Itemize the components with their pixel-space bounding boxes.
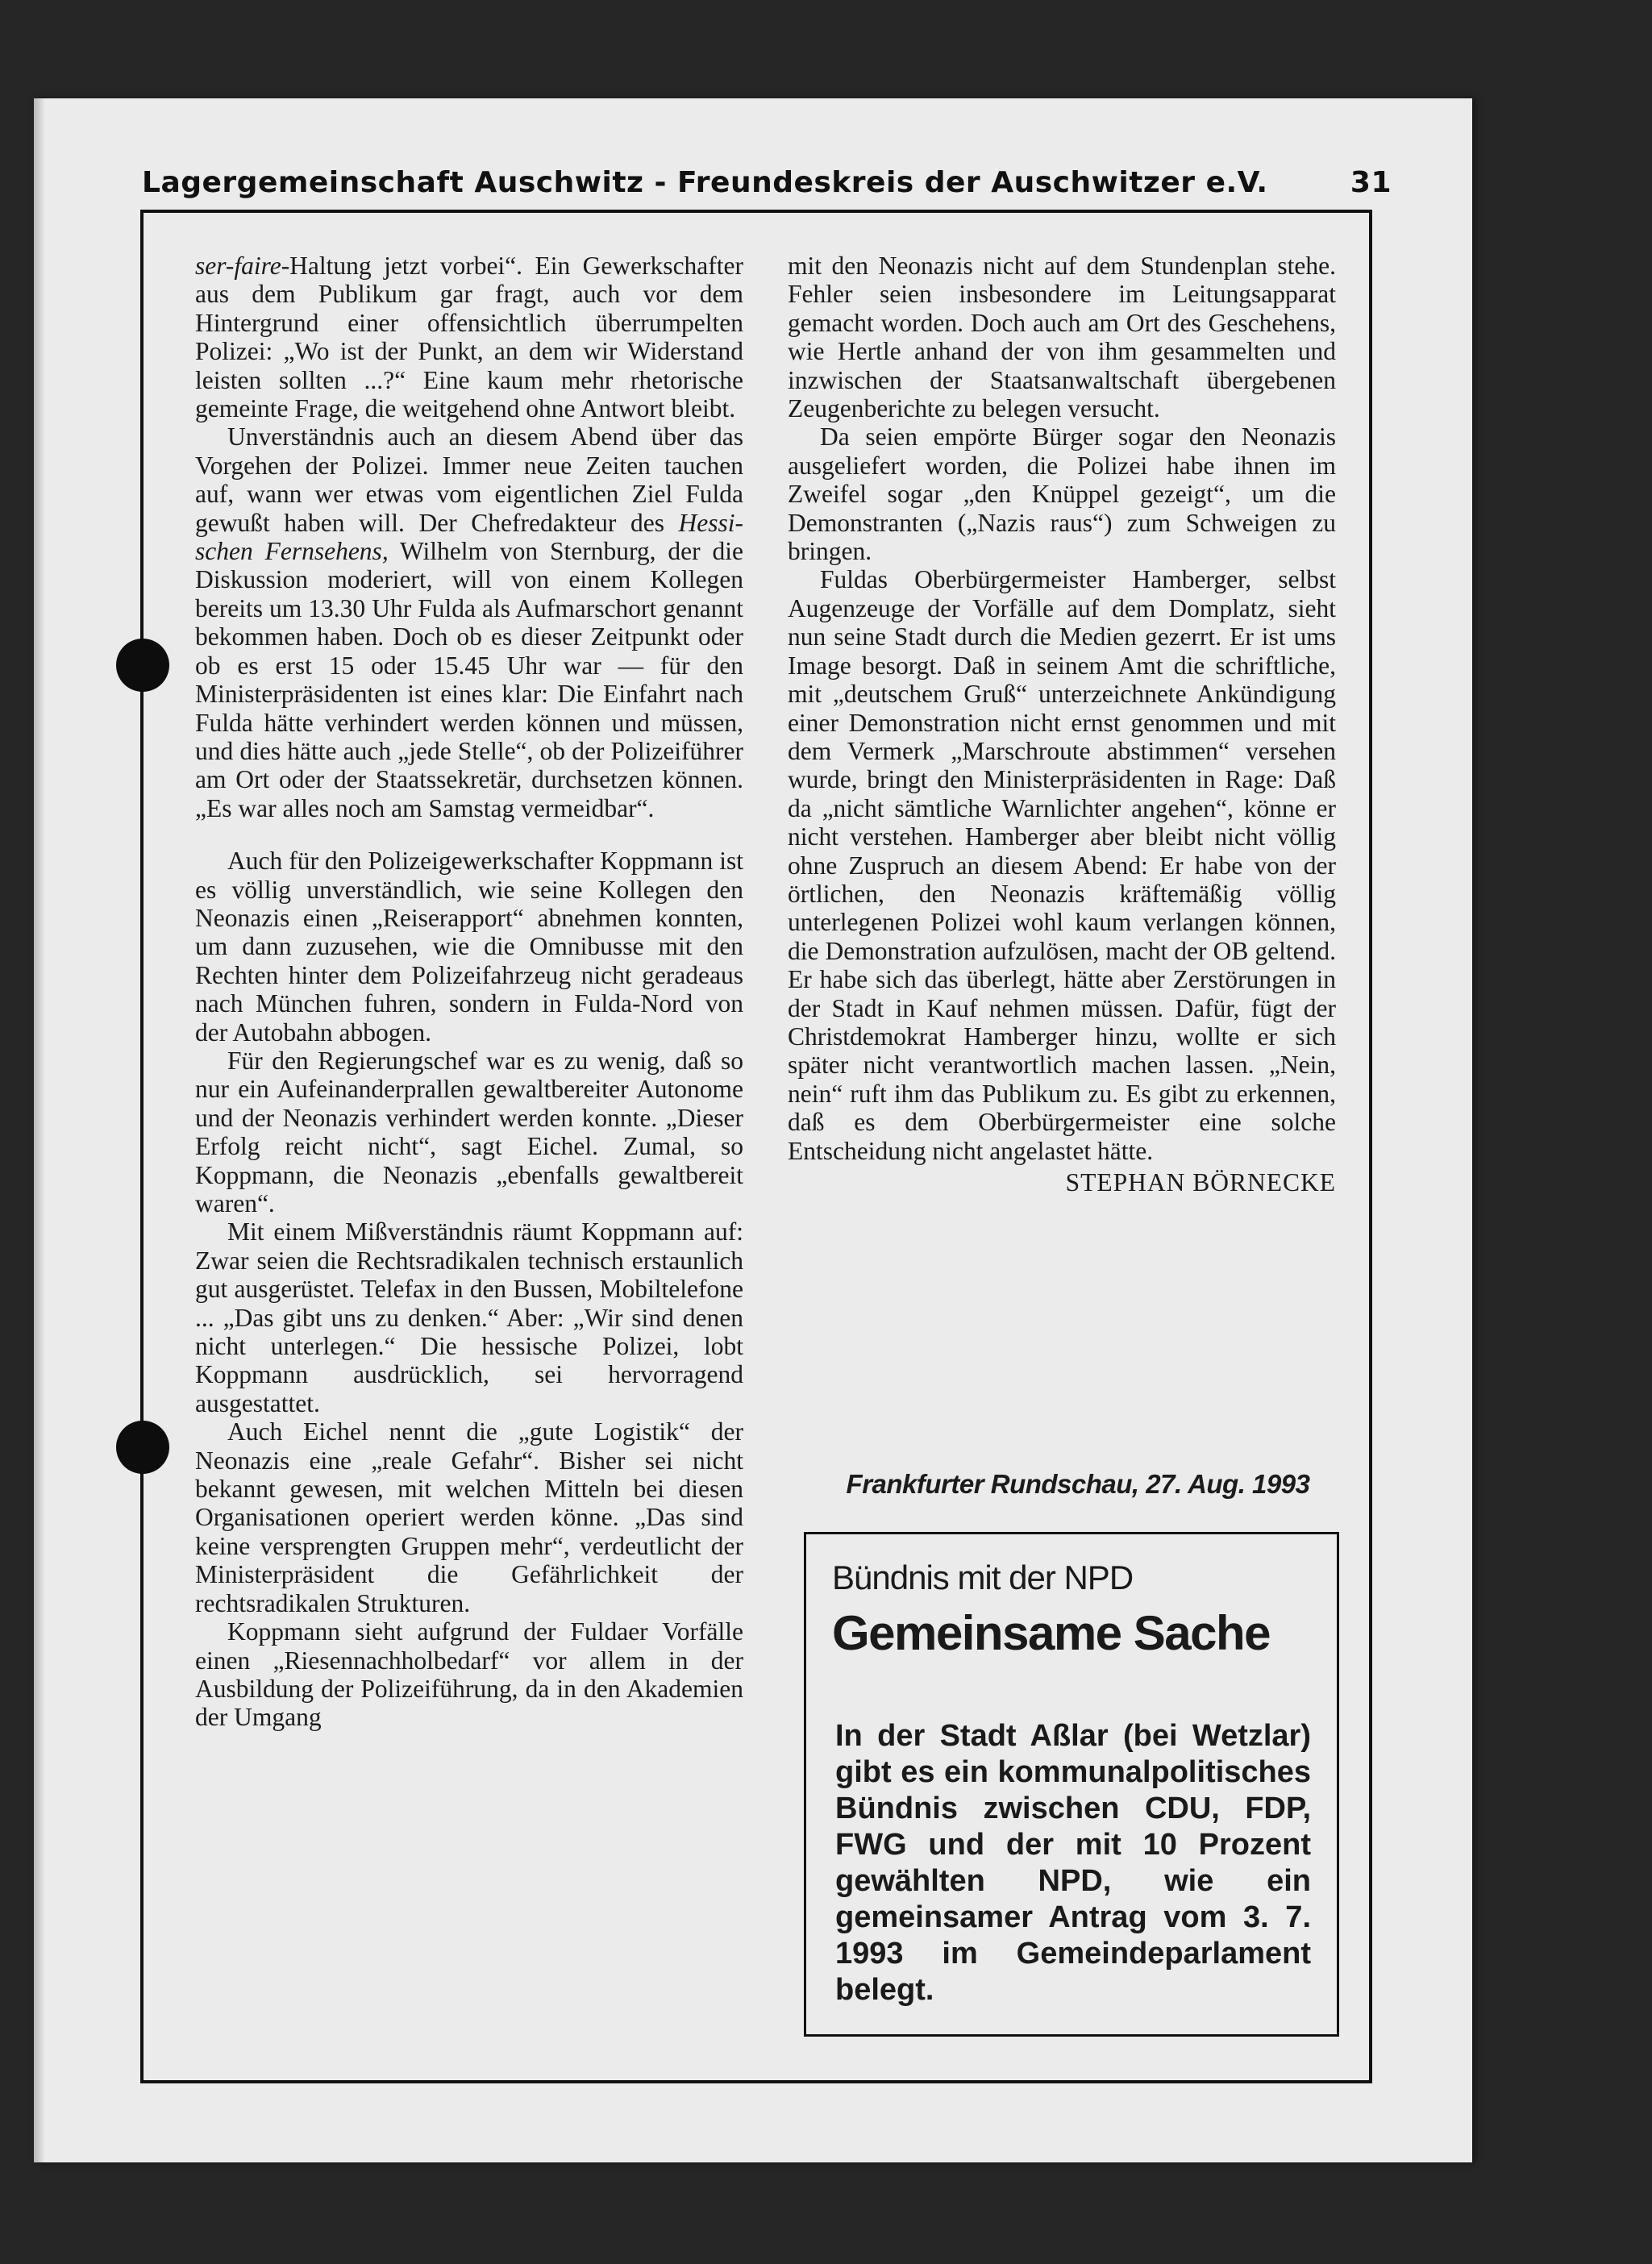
paragraph: Koppmann sieht aufgrund der Fuldaer Vorfälle einen „Riesennachholbedarf“ vor allem in der Ausbildung der Polizeiführung, da in den Akademien der Umgang [195, 1617, 743, 1732]
punch-hole [116, 1421, 169, 1474]
page-number: 31 [1350, 166, 1392, 199]
paragraph: Mit einem Mißverständnis räumt Koppmann auf: Zwar seien die Rechtsradikalen technisch erstaunlich gut ausgerüstet. Telefax in den Bussen, Mobiltelefone ... „Das gibt uns zu denken.“ Aber: „Wir sind denen nicht unterlegen.“ Die hessische Polizei, lobt Koppmann ausdrücklich, sei hervorragend ausgestattet. [195, 1217, 743, 1417]
source-citation: Frankfurter Rundschau, 27. Aug. 1993 [846, 1469, 1310, 1499]
article-column-left [195, 252, 743, 1732]
binding-shadow [34, 98, 45, 2162]
paragraph: Auch für den Polizeigewerkschafter Koppmann ist es völlig unverständlich, wie seine Kollegen den Neonazis einen „Reiserapport“ abnehmen konnten, um dann zuzusehen, wie die Omnibusse mit den Rechten hinter dem Polizeifahrzeug nicht geradeaus nach München fuhren, sondern in Fulda-Nord von der Autobahn abbogen. [195, 847, 743, 1047]
paragraph: Da seien empörte Bürger sogar den Neonazis ausgeliefert worden, die Polizei habe ihnen im Zweifel sogar „den Knüppel gezeigt“, um die Demonstranten („Nazis raus“) zum Schweigen zu bringen. [788, 422, 1336, 566]
clipping-kicker: Bündnis mit der NPD [832, 1559, 1134, 1596]
clipping-body: In der Stadt Aßlar (bei Wetzlar) gibt es ein kommunalpolitisches Bündnis zwischen CDU, FDP, FWG und der mit 10 Prozent gewählten NPD, wie ein gemeinsamer Antrag vom 3. 7. 1993 im Gemeindeparlament belegt. [835, 1719, 1311, 2007]
clipping-headline: Gemeinsame Sache [832, 1606, 1270, 1660]
article-column-right [788, 252, 1336, 1197]
news-clipping [804, 1532, 1339, 2037]
italic-term: ser-faire [195, 252, 281, 280]
header-title: Lagergemeinschaft Auschwitz - Freundeskreis der Auschwitzer e.V. [142, 166, 1268, 199]
paragraph: Fuldas Oberbürgermeister Hamberger, selbst Augenzeuge der Vorfälle auf dem Domplatz, sieht nun seine Stadt durch die Medien gezerrt. Er ist ums Image besorgt. Daß in seinem Amt die schriftliche, mit „deutschem Gruß“ unterzeichnete Ankündigung einer Demonstration nicht ernst genommen und mit dem Vermerk „Marschroute abstimmen“ versehen wurde, bringt den Ministerpräsidenten in Rage: Daß da „nicht sämtliche Warnlichter angehen“, könne er nicht verstehen. Hamberger aber bleibt nicht völlig ohne Zuspruch an diesem Abend: Er habe von der örtlichen, den Neonazis kräftemäßig völlig unterlegenen Polizei wohl kaum verlangen können, die Demonstration aufzulösen, macht der OB geltend. Er habe sich das überlegt, hätte aber Zerstörungen in der Stadt in Kauf nehmen müssen. Dafür, fügt der Christdemokrat Hamberger hinzu, wollte er sich später nicht verantwortlich machen lassen. „Nein, nein“ ruft ihm das Publikum zu. Es gibt zu erkennen, daß es dem Oberbürgermeister eine solche Entscheidung nicht angelastet hätte. [788, 565, 1336, 1165]
punch-hole [116, 639, 169, 692]
author-byline: STEPHAN BÖRNECKE [1065, 1168, 1336, 1197]
paragraph: mit den Neonazis nicht auf dem Stundenplan stehe. Fehler seien insbesondere im Leitungsapparat gemacht worden. Doch auch am Ort des Geschehens, wie Hertle anhand der von ihm gesammelten und inzwischen der Staatsanwaltschaft übergebenen Zeugenberichte zu belegen versucht. [788, 252, 1336, 423]
italic-term: Hessischen Fernsehens, [195, 508, 743, 566]
paragraph: Für den Regierungschef war es zu wenig, daß so nur ein Aufeinanderprallen gewaltbereiter Autonome und der Neonazis verhindert werden konnte. „Dieser Erfolg reicht nicht“, sagt Eichel. Zumal, so Koppmann, die Neonazis „ebenfalls gewaltbereit waren“. [195, 1046, 743, 1217]
paragraph: ser-faire-Haltung jetzt vorbei“. Ein Gewerkschafter aus dem Publikum gar fragt, auch vor dem Hintergrund einer offensichtlich überrumpelten Polizei: „Wo ist der Punkt, an dem wir Widerstand leisten sollten ...?“ Eine kaum mehr rhetorische gemeinte Frage, die weitgehend ohne Antwort bleibt. [195, 252, 743, 423]
document-page [34, 98, 1472, 2162]
paragraph: Unverständnis auch an diesem Abend über das Vorgehen der Polizei. Immer neue Zeiten tauchen auf, wann wer etwas vom eigentlichen Ziel Fulda gewußt haben will. Der Chefredakteur des Hessischen Fernsehens, Wilhelm von Sternburg, der die Diskussion moderiert, will von einem Kollegen bereits um 13.30 Uhr Fulda als Aufmarschort genannt bekommen haben. Doch ob es dieser Zeitpunkt oder ob es erst 15 oder 15.45 Uhr war — für den Ministerpräsidenten ist eines klar: Die Einfahrt nach Fulda hätte verhindert werden können und müssen, und dies hätte auch „jede Stelle“, ob der Polizeiführer am Ort oder der Staatssekretär, durchsetzen können. „Es war alles noch am Samstag vermeidbar“. [195, 422, 743, 822]
running-header [142, 161, 1392, 210]
paragraph: Auch Eichel nennt die „gute Logistik“ der Neonazis eine „reale Gefahr“. Bisher sei nicht bekannt gewesen, mit welchen Mitteln bei diesen Organisationen operiert werden könne. „Das sind keine versprengten Gruppen mehr“, verdeutlicht der Ministerpräsident die Gefährlichkeit der rechtsradikalen Strukturen. [195, 1417, 743, 1617]
